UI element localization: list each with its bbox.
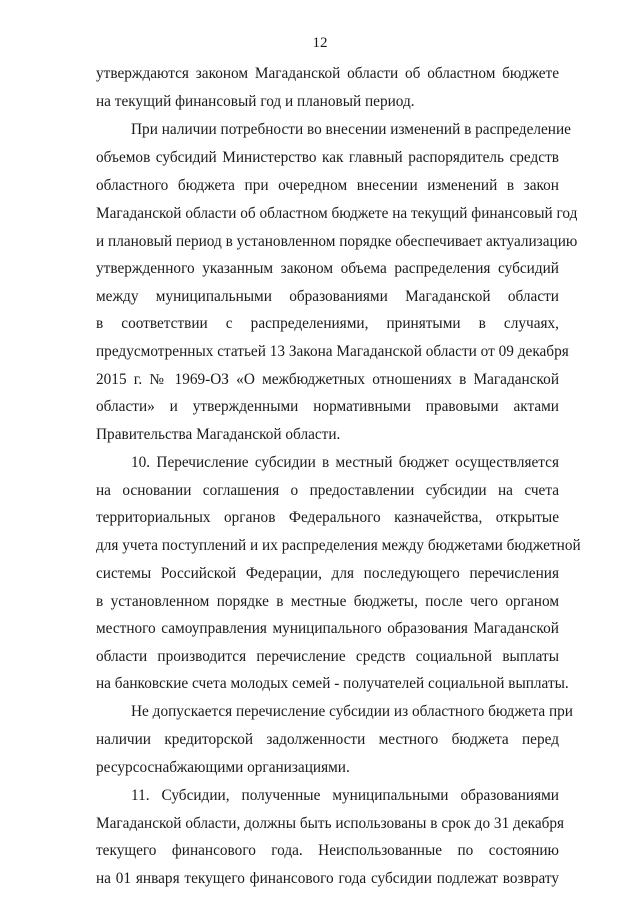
text-line: системы Российской Федерации, для последующего перечисления [96, 565, 559, 582]
text-line: области» и утвержденными нормативными правовыми актами [96, 398, 559, 415]
text-line: Не допускается перечисление субсидии из областного бюджета при [131, 703, 573, 720]
text-line: текущего финансового года. Неиспользованные по состоянию [96, 842, 559, 859]
text-line: и плановый период в установленном порядке обеспечивает актуализацию [96, 233, 578, 250]
text-line: области производится перечисление средств социальной выплаты [96, 648, 559, 665]
text-line: утверждаются законом Магаданской области об областном бюджете [96, 65, 559, 82]
text-line: на банковские счета молодых семей - получателей социальной выплаты. [96, 675, 569, 692]
text-line: между муниципальными образованиями Магаданской области [96, 288, 559, 305]
text-line: на основании соглашения о предоставлении субсидии на счета [96, 482, 559, 499]
text-line: на текущий финансовый год и плановый период. [96, 93, 415, 110]
text-line: 2015 г. № 1969-ОЗ «О межбюджетных отношениях в Магаданской [96, 371, 559, 388]
text-line: в соответствии с распределениями, принятыми в случаях, [96, 315, 559, 332]
text-line: При наличии потребности во внесении изменений в распределение [131, 121, 571, 138]
text-line: объемов субсидий Министерство как главный распорядитель средств [96, 149, 559, 166]
page-number: 12 [312, 35, 328, 51]
text-line: Правительства Магаданской области. [96, 426, 341, 443]
text-line: ресурсоснабжающими организациями. [96, 759, 350, 776]
text-line: Магаданской области об областном бюджете на текущий финансовый год [96, 205, 578, 222]
text-line: утвержденного указанным законом объема распределения субсидий [96, 260, 559, 277]
text-line: наличии кредиторской задолженности местного бюджета перед [96, 731, 559, 748]
text-line: на 01 января текущего финансового года субсидии подлежат возврату [96, 870, 559, 887]
text-line: в установленном порядке в местные бюджеты, после чего органом [96, 593, 559, 610]
text-line: 11. Субсидии, полученные муниципальными образованиями [131, 787, 559, 804]
text-line: местного самоуправления муниципального образования Магаданской [96, 620, 559, 637]
text-line: 10. Перечисление субсидии в местный бюджет осуществляется [131, 454, 559, 471]
text-line: Магаданской области, должны быть использованы в срок до 31 декабря [96, 815, 565, 832]
text-line: территориальных органов Федерального казначейства, открытые [96, 509, 559, 526]
text-line: предусмотренных статьей 13 Закона Магаданской области от 09 декабря [96, 343, 569, 360]
text-line: областного бюджета при очередном внесении изменений в закон [96, 177, 559, 194]
text-line: для учета поступлений и их распределения между бюджетами бюджетной [96, 537, 581, 554]
